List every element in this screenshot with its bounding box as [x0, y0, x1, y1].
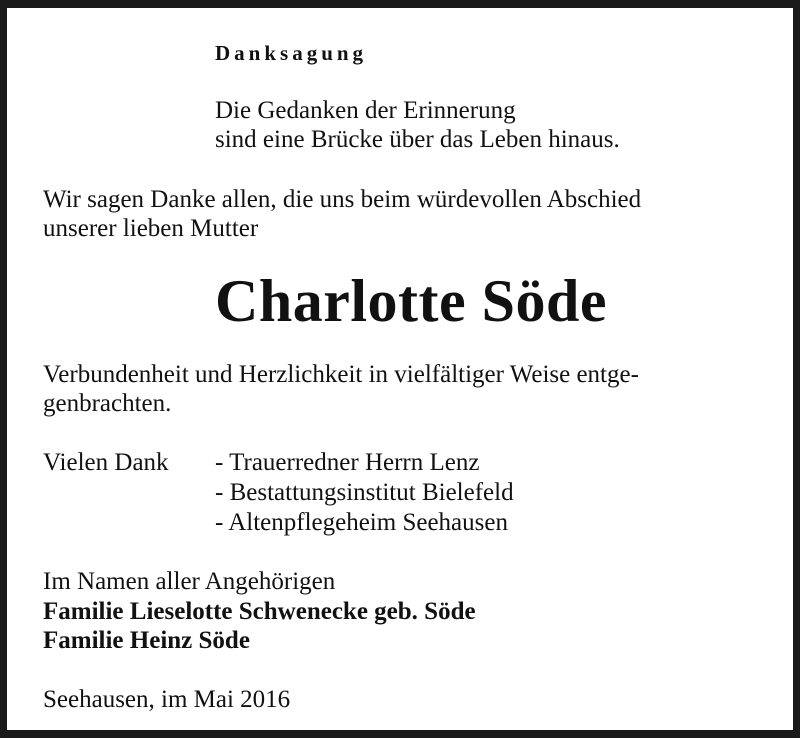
signature-family-1: Familie Lieselotte Schwenecke geb. Söde [43, 598, 476, 625]
deceased-name: Charlotte Söde [215, 268, 607, 334]
thanks-line-2: unserer lieben Mutter [43, 215, 259, 242]
place-date: Seehausen, im Mai 2016 [43, 686, 291, 713]
gratitude-line-2: genbrachten. [43, 390, 172, 417]
quote-line-2: sind eine Brücke über das Leben hinaus. [215, 126, 620, 153]
signature-intro: Im Namen aller Angehörigen [43, 568, 336, 595]
special-thanks-item: - Altenpflegeheim Seehausen [215, 509, 508, 536]
signature-family-2: Familie Heinz Söde [43, 627, 250, 654]
special-thanks-item: - Trauerredner Herrn Lenz [215, 449, 480, 476]
notice-heading: Danksagung [215, 41, 368, 65]
gratitude-line-1: Verbundenheit und Herzlichkeit in vielfältiger Weise entge- [43, 361, 639, 388]
special-thanks-label: Vielen Dank [43, 449, 169, 476]
special-thanks-item: - Bestattungsinstitut Bielefeld [215, 479, 514, 506]
quote-line-1: Die Gedanken der Erinnerung [215, 97, 516, 124]
thanks-line-1: Wir sagen Danke allen, die uns beim würdevollen Abschied [43, 186, 642, 213]
